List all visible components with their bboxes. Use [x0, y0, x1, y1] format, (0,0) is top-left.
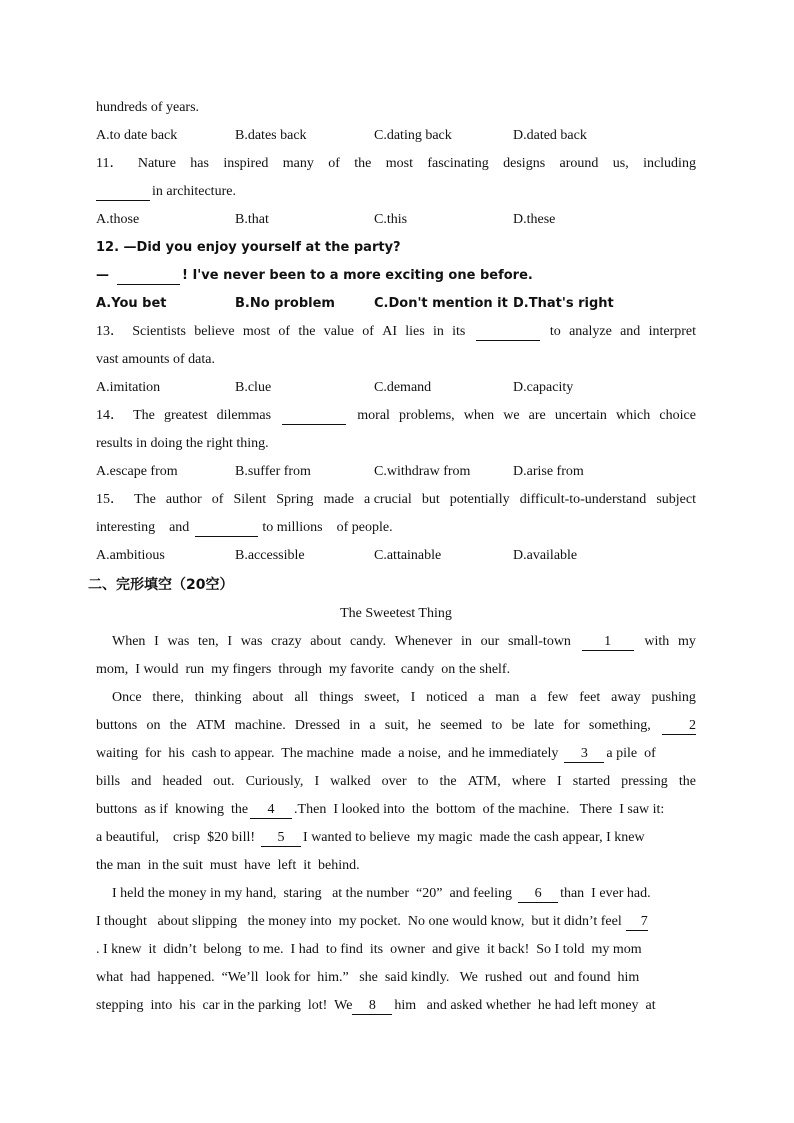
q13-line1 [96, 318, 696, 346]
word: but [421, 492, 440, 507]
word: be [511, 718, 525, 733]
q14-text: results in doing the right thing. [96, 436, 269, 451]
cloze-blank-2[interactable]: 2 [662, 718, 696, 735]
q12-option-d[interactable]: D.That's right [513, 296, 614, 311]
word: was [240, 634, 263, 649]
p2-line5 [96, 796, 696, 824]
q12-options [96, 290, 696, 318]
word: away [611, 690, 641, 705]
word: a crucial [363, 492, 412, 507]
q10-options [96, 122, 696, 150]
p3-text: . I knew it didn’t belong to me. I had to find its owner and give it back! So I told my mom [96, 942, 642, 957]
cloze-blank-6[interactable]: 6 [518, 886, 558, 903]
word: most [242, 324, 271, 339]
p3-text: than I ever had. [560, 886, 651, 901]
q14-line2 [96, 430, 696, 458]
q15-option-a[interactable]: A.ambitious [96, 548, 165, 563]
p2-line3 [96, 740, 696, 768]
word: crazy [271, 634, 302, 649]
word: Curiously, [245, 774, 304, 789]
q15-option-b[interactable]: B.accessible [235, 548, 305, 563]
cloze-blank-4[interactable]: 4 [250, 802, 292, 819]
word: of [278, 324, 291, 339]
word: 11． [96, 156, 124, 171]
word: The [134, 492, 156, 507]
word: the [298, 324, 316, 339]
q14-option-c[interactable]: C.withdraw from [374, 464, 471, 479]
word: 14． [96, 408, 124, 423]
word: I [227, 634, 232, 649]
p3-line2 [96, 908, 696, 936]
word: in [349, 718, 361, 733]
cloze-blank-3[interactable]: 3 [564, 746, 604, 763]
word: I [314, 774, 320, 789]
word: man [495, 690, 520, 705]
q12-dash: — [96, 268, 109, 283]
p3-text: I held the money in my hand, staring at the number “20” and feeling [112, 886, 513, 901]
q11-option-a[interactable]: A.those [96, 212, 140, 227]
word: made [323, 492, 354, 507]
p3-text: him and asked whether he had left money at [394, 998, 656, 1013]
word: in [433, 324, 444, 339]
word: was [167, 634, 190, 649]
word: where [511, 774, 546, 789]
word: noticed [426, 690, 468, 705]
q13-answer-blank[interactable] [476, 324, 540, 341]
p3-line5 [96, 992, 696, 1020]
q13-line2 [96, 346, 696, 374]
p2-text: I wanted to believe my magic made the cash appear, I knew [303, 830, 645, 845]
word: designs [503, 156, 546, 171]
word: buttons [96, 718, 138, 733]
word: 13． [96, 324, 124, 339]
word: headed [162, 774, 203, 789]
q14-option-a[interactable]: A.escape from [96, 464, 178, 479]
word: late [533, 718, 555, 733]
word: the [169, 718, 187, 733]
q15-answer-blank[interactable] [195, 520, 258, 537]
word: value [323, 324, 355, 339]
word: seemed [440, 718, 483, 733]
word: feet [579, 690, 601, 705]
q13-option-d[interactable]: D.capacity [513, 380, 574, 395]
word: 15． [96, 492, 124, 507]
word: lies [405, 324, 425, 339]
p2-text: waiting for his cash to appear. The machine made a noise, and he immediately [96, 746, 559, 761]
q13-option-b[interactable]: B.clue [235, 380, 272, 395]
word: Scientists [132, 324, 186, 339]
q10-option-d[interactable]: D.dated back [513, 128, 587, 143]
q12-answer-blank[interactable] [117, 268, 180, 285]
word: suit, [384, 718, 409, 733]
word: us, [612, 156, 629, 171]
word: has [190, 156, 209, 171]
word: few [547, 690, 569, 705]
word: we [503, 408, 520, 423]
word: which [616, 408, 651, 423]
p2-text: a beautiful, crisp $20 bill! [96, 830, 256, 845]
word: problems, [399, 408, 455, 423]
q13-option-c[interactable]: C.demand [374, 380, 432, 395]
word: to [417, 774, 429, 789]
word: all [294, 690, 309, 705]
word: of [328, 156, 340, 171]
word: Once [112, 690, 142, 705]
word: Silent [233, 492, 267, 507]
word: ATM [196, 718, 226, 733]
word: choice [659, 408, 696, 423]
p3-text: I thought about slipping the money into my pocket. No one would know, but it didn’t feel [96, 914, 622, 929]
q11-options [96, 206, 696, 234]
word: fascinating [427, 156, 489, 171]
word: on [146, 718, 161, 733]
word: inspired [223, 156, 269, 171]
word: dilemmas [216, 408, 272, 423]
p3-line4 [96, 964, 696, 992]
word: Dressed [294, 718, 341, 733]
q10-text: hundreds of years. [96, 100, 200, 115]
word: are [528, 408, 546, 423]
word: things [319, 690, 354, 705]
exam-page [88, 94, 696, 1020]
word: of [211, 492, 224, 507]
word: our [480, 634, 500, 649]
word: many [282, 156, 314, 171]
q15-text-after: to millions of people. [262, 520, 393, 535]
p3-text: stepping into his car in the parking lot! We [96, 998, 353, 1013]
word: uncertain [554, 408, 607, 423]
passage-title-text: The Sweetest Thing [340, 606, 452, 621]
p3-text: what had happened. “We’ll look for him.” she said kindly. We rushed out and found him [96, 970, 640, 985]
p2-line4 [96, 768, 696, 796]
p2-text: the man in the suit must have left it behind. [96, 858, 360, 873]
p1-text: mom, I would run my fingers through my favorite candy on the shelf. [96, 662, 511, 677]
word: in [460, 634, 472, 649]
word: pressing [621, 774, 668, 789]
p3-line3 [96, 936, 696, 964]
cloze-blank-1[interactable]: 1 [582, 634, 634, 651]
word: Spring [276, 492, 314, 507]
word: ATM, [467, 774, 501, 789]
q14-options [96, 458, 696, 486]
q11-option-c[interactable]: C.this [374, 212, 408, 227]
word: interpret [648, 324, 696, 339]
word: and [620, 324, 641, 339]
q11-text: in architecture. [152, 184, 236, 199]
q11-answer-blank[interactable] [96, 184, 150, 201]
word: bills [96, 774, 121, 789]
q15-options [96, 542, 696, 570]
word: to [491, 718, 503, 733]
q12-question [96, 234, 696, 262]
word: I [154, 634, 159, 649]
q13-option-a[interactable]: A.imitation [96, 380, 161, 395]
word: analyze [569, 324, 612, 339]
word: about [310, 634, 342, 649]
q12-answer-line [96, 262, 696, 290]
word: its [452, 324, 466, 339]
q10-option-a[interactable]: A.to date back [96, 128, 178, 143]
word: machine. [234, 718, 286, 733]
cloze-blank-7[interactable]: 7 [626, 914, 648, 931]
q13-options [96, 374, 696, 402]
p2-line7 [96, 852, 696, 880]
q10-continuation [96, 94, 696, 122]
word: author [165, 492, 202, 507]
word: and [131, 774, 152, 789]
p2-text: a pile of [606, 746, 656, 761]
word: walked [330, 774, 371, 789]
p2-line2 [96, 712, 696, 740]
word: Whenever [394, 634, 453, 649]
q12-option-a[interactable]: A.You bet [96, 296, 167, 311]
q15-text-before: interesting and [96, 520, 190, 535]
q11-option-b[interactable]: B.that [235, 212, 269, 227]
word: greatest [163, 408, 208, 423]
word: small-town [507, 634, 571, 649]
cloze-blank-5[interactable]: 5 [261, 830, 301, 847]
p2-line6 [96, 824, 696, 852]
word: difficult-to-understand [519, 492, 647, 507]
word: to [549, 324, 561, 339]
word: including [643, 156, 696, 171]
q13-text: vast amounts of data. [96, 352, 215, 367]
p2-text: buttons as if knowing the [96, 802, 249, 817]
word: there, [152, 690, 184, 705]
p3-line1 [96, 880, 696, 908]
q14-option-d[interactable]: D.arise from [513, 464, 584, 479]
word: AI [382, 324, 398, 339]
q10-option-c[interactable]: C.dating back [374, 128, 452, 143]
word: my [677, 634, 696, 649]
p1-line1 [96, 628, 696, 656]
passage-title [96, 600, 696, 628]
q11-line1 [96, 150, 696, 178]
word: most [385, 156, 413, 171]
q15-option-d[interactable]: D.available [513, 548, 578, 563]
word: I [557, 774, 562, 789]
word: I [410, 690, 416, 705]
word: candy. [350, 634, 387, 649]
word: moral [357, 408, 390, 423]
p2-text: .Then I looked into the bottom of the machine. There I saw it: [294, 802, 665, 817]
word: a [530, 690, 537, 705]
p1-line2 [96, 656, 696, 684]
q10-option-b[interactable]: B.dates back [235, 128, 307, 143]
q11-line2 [96, 178, 696, 206]
q15-option-c[interactable]: C.attainable [374, 548, 442, 563]
word: around [559, 156, 599, 171]
word: something, [588, 718, 651, 733]
word: the [439, 774, 457, 789]
word: started [572, 774, 611, 789]
word: he [417, 718, 431, 733]
word: a [369, 718, 376, 733]
word: over [381, 774, 407, 789]
q12-answer-text: ! I've never been to a more exciting one before. [182, 268, 533, 283]
word: with [644, 634, 670, 649]
word: When [112, 634, 146, 649]
word: subject [656, 492, 696, 507]
word: a [478, 690, 485, 705]
word: about [252, 690, 284, 705]
p2-line1 [96, 684, 696, 712]
q12-option-c[interactable]: C.Don't mention it [374, 296, 508, 311]
q14-answer-blank[interactable] [282, 408, 346, 425]
q11-option-d[interactable]: D.these [513, 212, 556, 227]
word: thinking [194, 690, 242, 705]
word: sweet, [364, 690, 400, 705]
q14-option-b[interactable]: B.suffer from [235, 464, 311, 479]
word: the [354, 156, 372, 171]
section-title: 二、完形填空（20空） [88, 577, 234, 593]
word: potentially [449, 492, 510, 507]
word: The [133, 408, 155, 423]
word: ten, [198, 634, 219, 649]
word: the [678, 774, 696, 789]
q12-option-b[interactable]: B.No problem [235, 296, 335, 311]
word: for [563, 718, 580, 733]
q14-line1 [96, 402, 696, 430]
q15-line1 [96, 486, 696, 514]
word: out. [213, 774, 235, 789]
word: believe [194, 324, 235, 339]
q12-text: 12. —Did you enjoy yourself at the party? [96, 240, 401, 255]
q15-line2 [96, 514, 696, 542]
word: of [362, 324, 374, 339]
word: pushing [651, 690, 696, 705]
word: when [463, 408, 495, 423]
word: Nature [137, 156, 176, 171]
cloze-blank-8[interactable]: 8 [352, 998, 392, 1015]
